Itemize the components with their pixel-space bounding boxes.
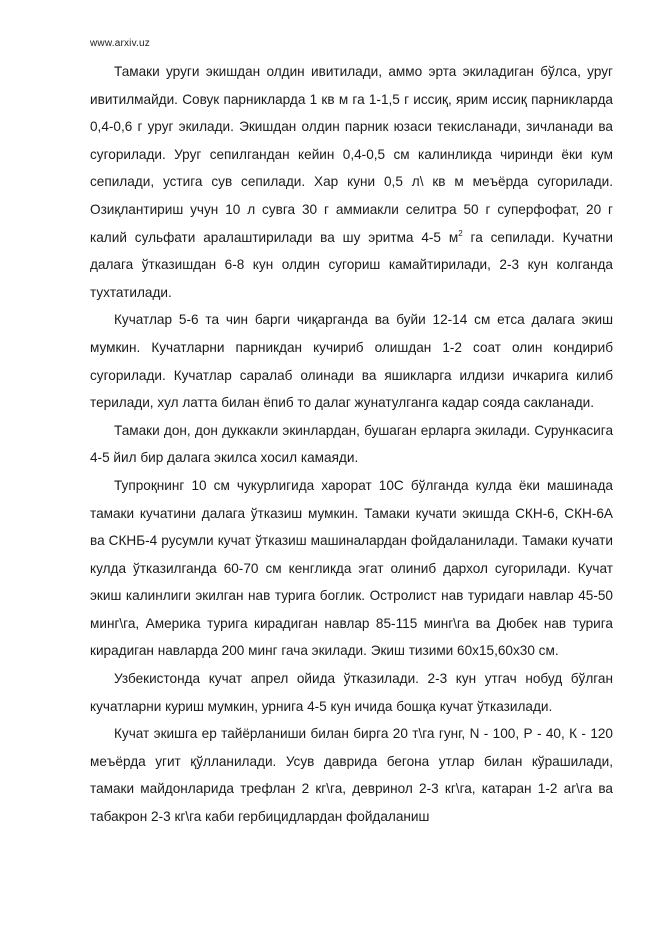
paragraph-text-continued: га сепилади. Кучатни далага ўтказишдан 6-8 кун олдин сугориш камайтирилади, 2-3 кун колганда тухтатилади.: [90, 229, 613, 300]
superscript: 2: [458, 228, 463, 238]
site-url-header: www.arxiv.uz: [90, 38, 151, 49]
paragraph-text: Тамаки уруги экишдан олдин ивитилади, аммо эрта экиладиган бўлса, уруг ивитилмайди. Совук парникларда 1 кв м га 1-1,5 г иссиқ, ярим иссиқ парникларда 0,4-0,6 г уруг экилади. Экишдан олдин парник юзаси текисланади, зичланади ва сугорилади. Уруг сепилгандан кейин 0,4-0,5 см калинликда чиринди ёки кум сепилади, устига сув сепилади. Хар куни 0,5 л\ кв м меъёрда сугорилади. Озиқлантириш учун 10 л сувга 30 г аммиакли селитра 50 г суперфофат, 20 г калий сульфати аралаштирилади ва шу эритма 4-5 м: [90, 64, 613, 245]
paragraph-uzbekistan-planting: Узбекистонда кучат апрел ойида ўтказилади. 2-3 кун утгач нобуд бўлган кучатларни куриш мумкин, урнига 4-5 кун ичида бошқа кучат ўтказилади.: [90, 671, 613, 714]
paragraph-fertilizers: Кучат экишга ер тайёрланиши билан бирга 20 т\га гунг, N - 100, Р - 40, К - 120 меъёрда угит қўлланилади. Усув даврида бегона утлар билан кўрашилади, тамаки майдонларида трефлан 2 кг\га, девринол 2-3 кг\га, катаран 1-2 аг\га ва табакрон 2-3 кг\га каби гербицидлардан фойдаланиш: [90, 726, 613, 825]
paragraph-transplanting: Кучатлар 5-6 та чин барги чиқарганда ва буйи 12-14 см етса далага экиш мумкин. Кучатларни парникдан кучириб олишдан 1-2 соат олин кондириб сугорилади. Кучатлар саралаб олинади ва яшикларга илдизи ичкарига килиб терилади, хул латта билан ёпиб то далаг жунатулганга кадар сояда сакланади.: [90, 312, 613, 411]
paragraph-seedling-preparation: [90, 58, 613, 306]
document-body: [90, 58, 613, 831]
paragraph-planting-machines: Тупроқнинг 10 см чукурлигида харорат 10С бўлганда кулда ёки машинада тамаки кучатини далага ўтказиш мумкин. Тамаки кучати экишда СКН-6, СКН-6А ва СКНБ-4 русумли кучат ўтказиш машиналардан фойдаланилади. Тамаки кучати кулда ўтказилганда 60-70 см кенгликда эгат олиниб дархол сугорилади. Кучат экиш калинлиги экилган нав турига боглик. Остролист нав туридаги навлар 45-50 минг\га, Америка турига кирадиган навлар 85-115 минг\га ва Дюбек нав турига кирадиган навларда 200 минг гача экилади. Экиш тизими 60х15,60х30 см.: [90, 477, 613, 659]
paragraph-crop-rotation: Тамаки дон, дон дуккакли экинлардан, бушаган ерларга экилади. Сурункасига 4-5 йил бир далага экилса хосил камаяди.: [90, 422, 613, 466]
